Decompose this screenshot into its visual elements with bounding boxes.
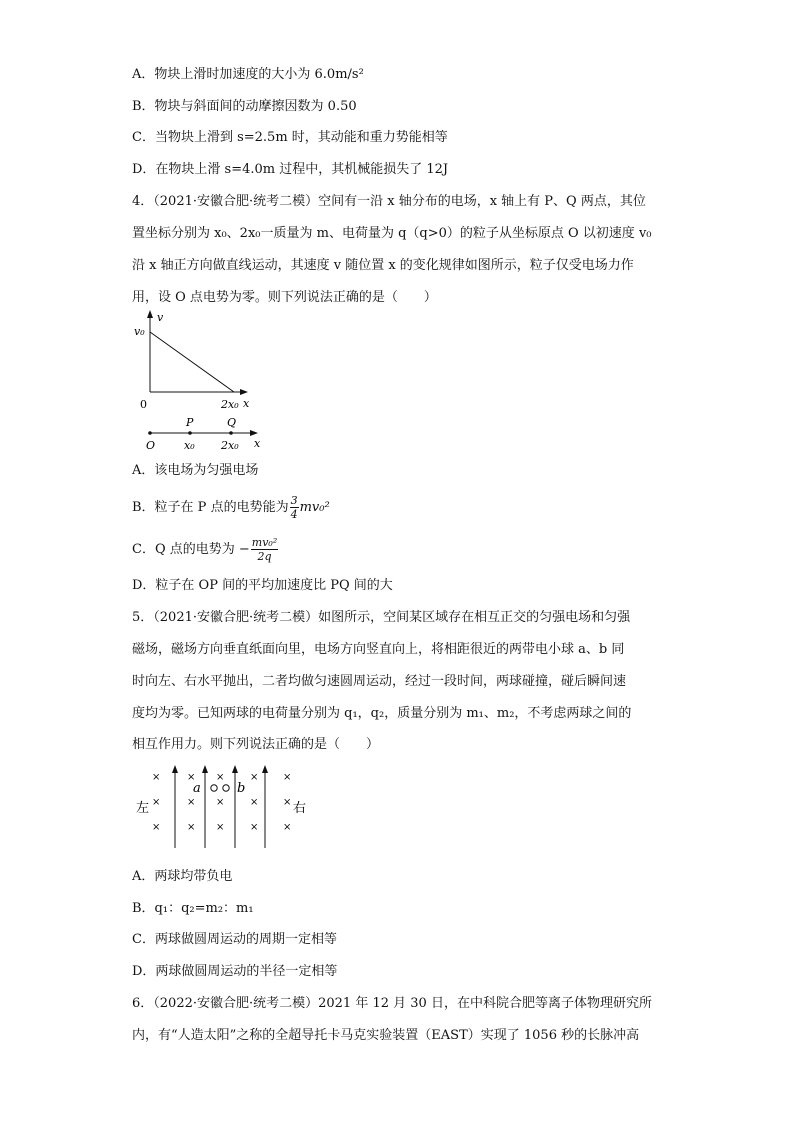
svg-text:×: × (250, 822, 259, 833)
q4-velocity-graph (130, 308, 270, 458)
svg-text:×: × (152, 772, 161, 783)
fraction-denominator: 4 (290, 508, 298, 521)
q3-option-d: D．在物块上滑 s=4.0m 过程中，其机械能损失了 12J (132, 162, 449, 177)
svg-text:×: × (187, 822, 196, 833)
axis-Q-label: Q (227, 416, 237, 429)
right-label: 右 (293, 801, 307, 816)
graph-velocity-line (150, 332, 234, 392)
q4-stem-line-2: 置坐标分别为 x₀、2x₀一质量为 m、电荷量为 q（q>0）的粒子从坐标原点 O 以初速度 v₀ (132, 226, 652, 241)
svg-text:×: × (152, 822, 161, 833)
q4-stem-line-4: 用，设 O 点电势为零。则下列说法正确的是（ ） (132, 290, 437, 305)
axis-x0-label: x₀ (184, 439, 195, 452)
svg-text:×: × (283, 797, 292, 808)
axis-P-label: P (186, 416, 194, 429)
svg-text:×: × (283, 772, 292, 783)
graph-v0-label: v₀ (134, 325, 145, 338)
svg-text:×: × (250, 772, 259, 783)
graph-2x0-label: 2x₀ (221, 398, 239, 411)
svg-text:×: × (216, 797, 225, 808)
point-O (148, 431, 152, 435)
axis-2x0-label: 2x₀ (221, 439, 239, 452)
q5-stem-line-2: 磁场，磁场方向垂直纸面向里，电场方向竖直向上，将相距很近的两带电小球 a、b 同 (132, 642, 625, 657)
q4-option-c-fraction (251, 536, 278, 563)
q5-option-d: D．两球做圆周运动的半径一定相等 (132, 964, 338, 979)
svg-text:×: × (152, 797, 161, 808)
graph-origin-label: 0 (140, 398, 147, 411)
ball-a (211, 785, 217, 791)
q5-stem-line-5: 相互作用力。则下列说法正确的是（ ） (132, 737, 380, 752)
position-axis-arrow (250, 430, 258, 436)
q4-option-a: A．该电场为匀强电场 (132, 463, 259, 478)
q5-stem-line-4: 度均为零。已知两球的电荷量分别为 q₁，q₂，质量分别为 m₁、m₂，不考虑两球之间的 (132, 706, 632, 721)
point-Q (229, 431, 233, 435)
fraction-numerator: mv₀² (251, 536, 278, 549)
q5-option-a: A．两球均带负电 (132, 869, 233, 884)
graph-x-arrow (240, 389, 248, 395)
q6-stem-line-2: 内，有“人造太阳”之称的全超导托卡马克实验装置（EAST）实现了 1056 秒的长脉冲高 (132, 1028, 640, 1043)
ball-a-label: a (193, 781, 201, 796)
q4-stem-line-3: 沿 x 轴正方向做直线运动，其速度 v 随位置 x 的变化规律如图所示，粒子仅受电场力作 (132, 258, 634, 273)
q4-option-b (132, 493, 330, 523)
magnetic-field-crosses (152, 772, 291, 833)
axis-O-label: O (146, 439, 156, 452)
ball-b-label: b (237, 781, 246, 796)
fraction-numerator: 3 (290, 494, 298, 507)
q4-option-c-text: C．Q 点的电势为 − (132, 542, 250, 557)
graph-v-arrow (147, 310, 153, 318)
q5-option-b: B．q₁：q₂=m₂：m₁ (132, 901, 254, 916)
svg-text:×: × (187, 797, 196, 808)
q5-stem-line-1: 5．（2021·安徽合肥·统考二模）如图所示，空间某区域存在相互正交的匀强电场和匀强 (132, 610, 631, 625)
axis-x-label: x (254, 437, 261, 450)
q5-field-figure (130, 762, 320, 854)
svg-text:×: × (216, 822, 225, 833)
q5-option-c: C．两球做圆周运动的周期一定相等 (132, 932, 337, 947)
svg-text:×: × (216, 772, 225, 783)
q4-stem-line-1: 4．（2021·安徽合肥·统考二模）空间有一沿 x 轴分布的电场，x 轴上有 P、Q 两点，其位 (132, 194, 646, 209)
q4-option-b-text: B．粒子在 P 点的电势能为 (132, 500, 289, 515)
q4-option-d: D．粒子在 OP 间的平均加速度比 PQ 间的大 (132, 578, 393, 593)
q4-option-c (132, 535, 279, 565)
q3-option-c: C．当物块上滑到 s=2.5m 时，其动能和重力势能相等 (132, 130, 448, 145)
q5-stem-line-3: 时向左、右水平抛出，二者均做匀速圆周运动，经过一段时间，两球碰撞，碰后瞬间速 (132, 674, 627, 689)
q4-option-b-fraction (290, 494, 299, 521)
q3-option-a: A．物块上滑时加速度的大小为 6.0m/s² (132, 67, 364, 82)
svg-text:×: × (187, 772, 196, 783)
fraction-denominator: 2q (257, 550, 272, 563)
q3-option-b: B．物块与斜面间的动摩擦因数为 0.50 (132, 99, 357, 114)
graph-x-label: x (243, 397, 250, 410)
svg-text:×: × (283, 822, 292, 833)
graph-v-label: v (157, 311, 164, 324)
q4-option-b-expr: mv₀² (299, 500, 330, 515)
svg-text:×: × (250, 797, 259, 808)
point-P (188, 431, 192, 435)
ball-b (223, 785, 229, 791)
q6-stem-line-1: 6．（2022·安徽合肥·统考二模）2021 年 12 月 30 日，在中科院合肥等离子体物理研究所 (132, 996, 652, 1011)
left-label: 左 (136, 801, 150, 816)
